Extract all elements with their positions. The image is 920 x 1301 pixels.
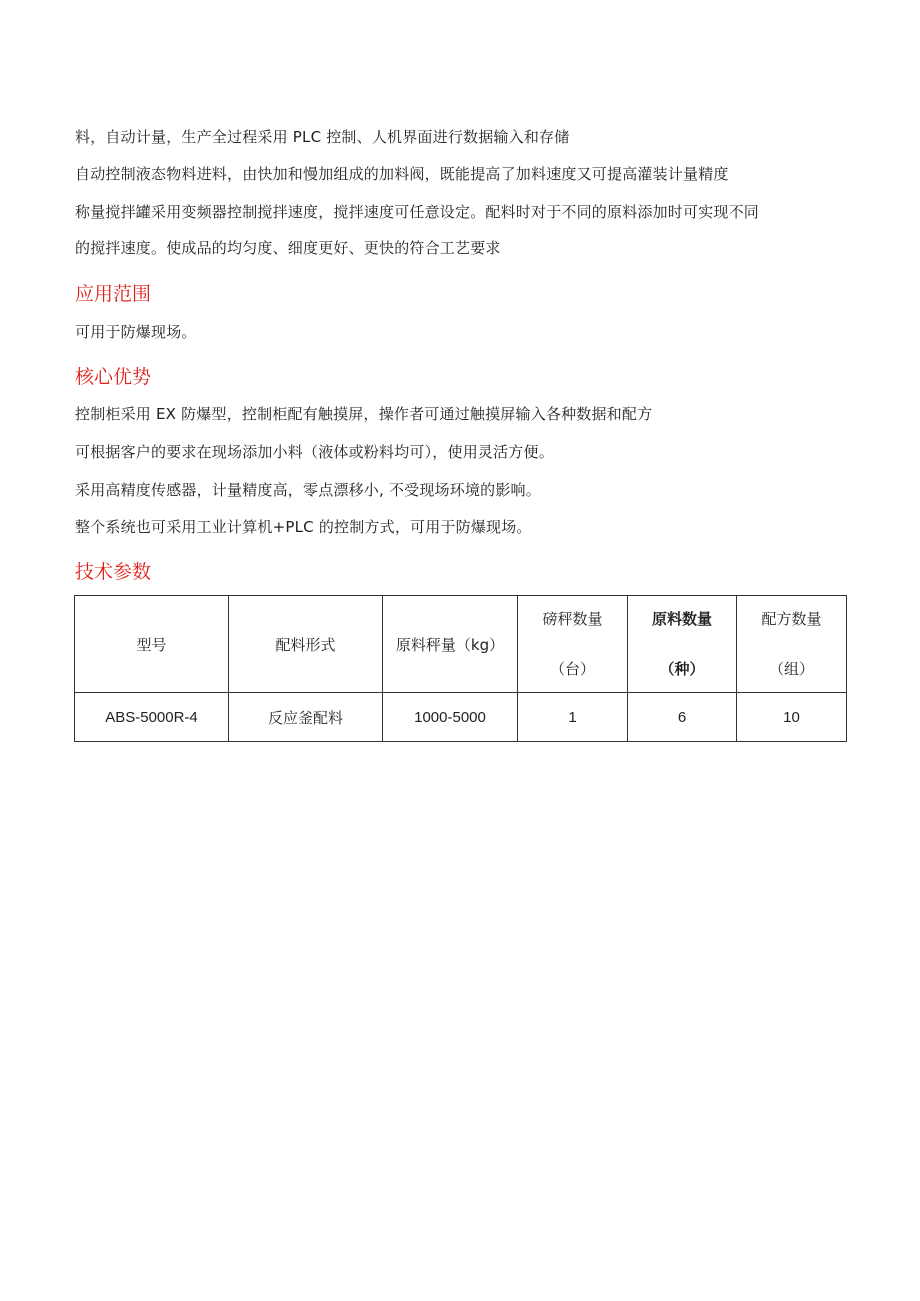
header-mode: 配料形式 (229, 596, 383, 693)
advantage-line-1: 控制柜采用 EX 防爆型，控制柜配有触摸屏，操作者可通过触摸屏输入各种数据和配方 (75, 405, 653, 423)
section-heading-scope: 应用范围 (75, 283, 152, 305)
header-model: 型号 (75, 596, 229, 693)
header-materials-title: 原料数量 (651, 610, 712, 628)
section-heading-advantages: 核心优势 (75, 366, 152, 388)
advantage-line-3: 采用高精度传感器，计量精度高，零点漂移小, 不受现场环境的影响。 (75, 481, 541, 499)
intro-line-4: 的搅拌速度。使成品的均匀度、细度更好、更快的符合工艺要求 (75, 239, 501, 257)
cell-scales: 1 (518, 693, 628, 742)
cell-recipes: 10 (737, 693, 847, 742)
intro-line-3: 称量搅拌罐采用变频器控制搅拌速度，搅拌速度可任意设定。配料时对于不同的原料添加时可实现不同 (75, 203, 760, 221)
header-scales-title: 磅秤数量 (542, 610, 603, 628)
header-materials (628, 596, 737, 693)
advantage-line-4: 整个系统也可采用工业计算机+PLC 的控制方式，可用于防爆现场。 (75, 518, 532, 536)
cell-model: ABS-5000R-4 (75, 693, 229, 742)
table-row (75, 693, 847, 742)
intro-line-2: 自动控制液态物料进料，由快加和慢加组成的加料阀，既能提高了加料速度又可提高灌装计量精度 (75, 165, 729, 183)
advantage-line-2: 可根据客户的要求在现场添加小料（液体或粉料均可），使用灵活方便。 (75, 443, 554, 461)
header-materials-unit: （种） (659, 660, 705, 678)
header-recipes-unit: （组） (768, 660, 814, 678)
header-range: 原料秤量（kg） (383, 596, 518, 693)
header-recipes-title: 配方数量 (761, 610, 822, 628)
spec-table-header-row (75, 596, 847, 693)
scope-line-1: 可用于防爆现场。 (75, 323, 197, 341)
header-scales (518, 596, 628, 693)
intro-line-1: 料，自动计量，生产全过程采用 PLC 控制、人机界面进行数据输入和存储 (75, 128, 570, 146)
cell-mode: 反应釜配料 (229, 693, 383, 742)
cell-range: 1000-5000 (383, 693, 518, 742)
cell-materials: 6 (628, 693, 737, 742)
section-heading-specs: 技术参数 (75, 561, 152, 583)
header-recipes (737, 596, 847, 693)
header-scales-unit: （台） (549, 660, 595, 678)
spec-table (74, 595, 847, 742)
